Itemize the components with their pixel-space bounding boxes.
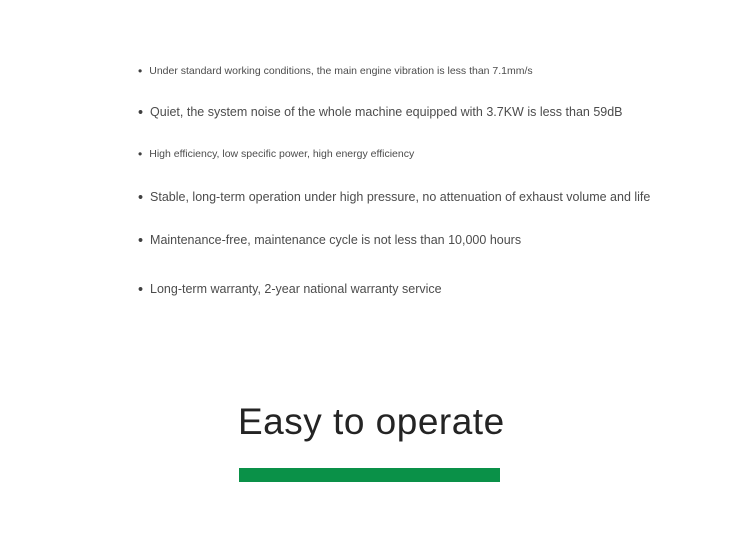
list-item — [138, 190, 650, 204]
title-underline-bar — [239, 468, 500, 482]
feature-text: Under standard working conditions, the main engine vibration is less than 7.1mm/s — [149, 65, 533, 77]
list-item — [138, 64, 533, 77]
feature-text: Long-term warranty, 2-year national warranty service — [150, 282, 442, 296]
bullet-icon: • — [138, 233, 144, 249]
feature-text: Quiet, the system noise of the whole machine equipped with 3.7KW is less than 59dB — [150, 105, 623, 119]
feature-text: Maintenance-free, maintenance cycle is not less than 10,000 hours — [150, 233, 522, 247]
bullet-icon: • — [138, 147, 143, 161]
bullet-icon: • — [138, 282, 144, 298]
bullet-icon: • — [138, 64, 143, 78]
section-title: Easy to operate — [238, 401, 505, 442]
list-item — [138, 233, 521, 247]
list-item — [138, 147, 414, 160]
bullet-icon: • — [138, 105, 144, 121]
list-item — [138, 282, 442, 296]
feature-text: High efficiency, low specific power, high energy efficiency — [149, 148, 415, 160]
bullet-icon: • — [138, 190, 144, 206]
feature-text: Stable, long-term operation under high pressure, no attenuation of exhaust volume and life — [150, 190, 651, 204]
list-item — [138, 105, 623, 119]
